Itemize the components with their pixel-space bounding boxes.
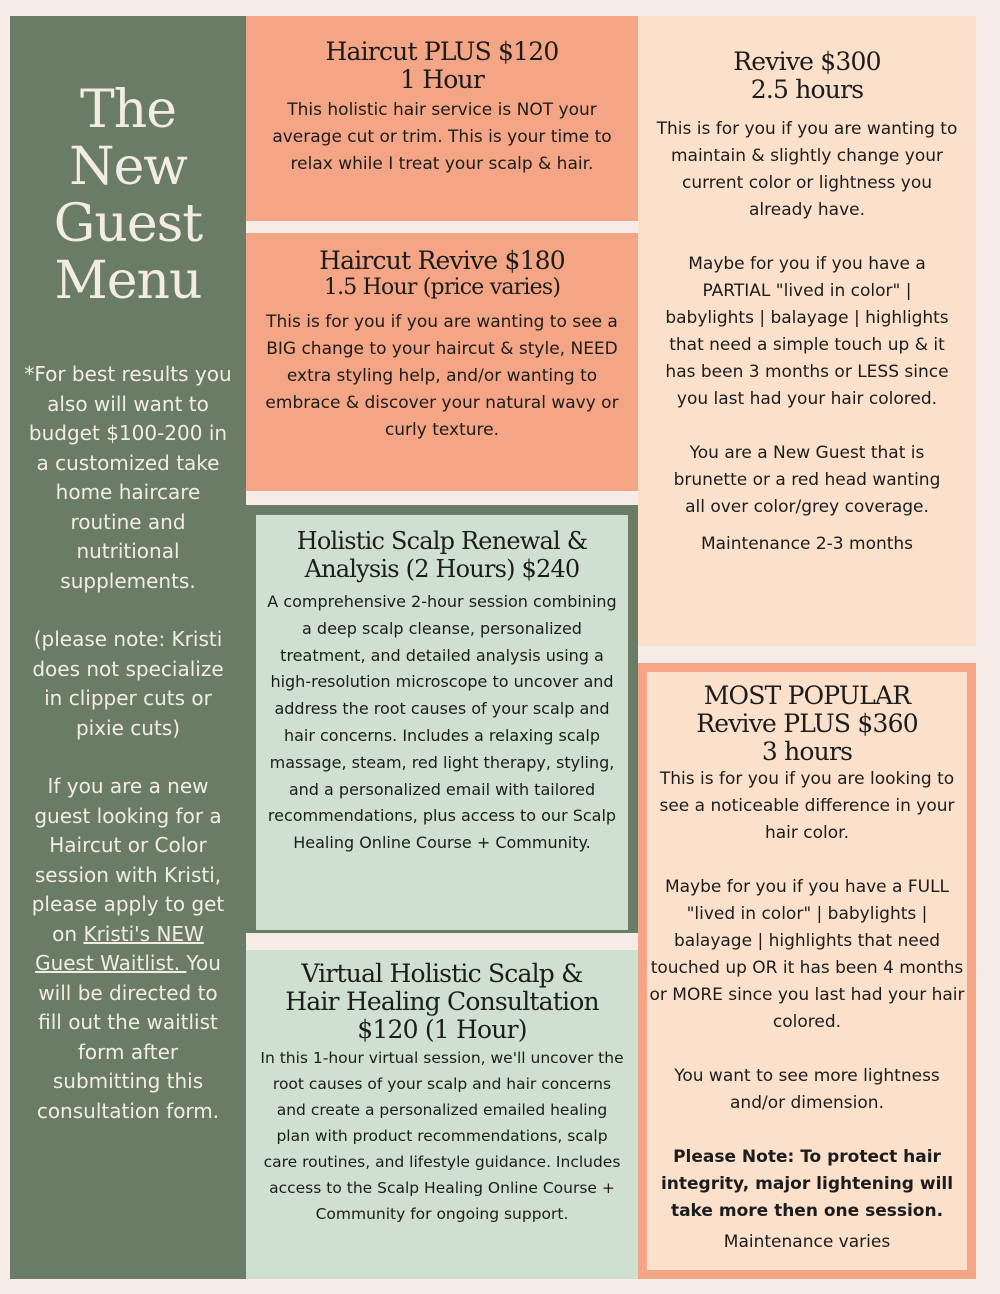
card-title-line2: Hair Healing Consultation [285, 987, 599, 1016]
card-subtitle: Analysis (2 Hours) $240 [304, 555, 580, 583]
card-detail: Maybe for you if you have a FULL "lived in color" | babylights | balayage | highlights that need touched up OR it has been 4 months or MORE since you last had your hair colored. [649, 877, 965, 1032]
card-intro: This is for you if you are wanting to maintain & slightly change your current color or lightness you already have. [656, 119, 958, 220]
haircut-plus-card [246, 16, 638, 221]
card-detail: You want to see more lightness and/or dimension. [674, 1066, 940, 1113]
apply-note [10, 772, 246, 1126]
card-title: Haircut Revive $180 [319, 246, 565, 275]
card-body: This is for you if you are wanting to see a BIG change to your haircut & style, NEED extra styling help, and/or wanting to embrace & discover your natural wavy or curly texture. [265, 312, 619, 440]
card-subtitle: 1 Hour [400, 65, 484, 94]
maintenance-text: Maintenance varies [723, 1232, 891, 1252]
apply-text-after: You will be directed to fill out the waitlist form after submitting this consultation form. [36, 951, 221, 1123]
revive-plus-card [647, 672, 967, 1270]
card-body: This holistic hair service is NOT your average cut or trim. This is your time to relax while I treat your scalp & hair. [272, 100, 612, 174]
card-subtitle: 2.5 hours [750, 75, 864, 104]
card-detail: Maybe for you if you have a PARTIAL "lived in color" | babylights | balayage | highlights that need a simple touch up & it has been 3 months or LESS since you last had your hair colored. [665, 254, 949, 409]
card-title: Revive $300 [733, 47, 881, 76]
maintenance-text: Maintenance 2-3 months [700, 534, 914, 554]
card-title: Holistic Scalp Renewal & [296, 527, 588, 555]
waitlist-link[interactable]: Kristi's NEW Guest Waitlist. [35, 921, 204, 975]
card-detail: You are a New Guest that is brunette or a red head wanting all over color/grey coverage. [673, 443, 941, 517]
title-line: Guest [53, 194, 203, 254]
card-subtitle: $120 (1 Hour) [357, 1015, 527, 1044]
specialty-note: (please note: Kristi does not specialize in clipper cuts or pixie cuts) [32, 627, 224, 740]
revive-card [638, 16, 976, 646]
scalp-renewal-card [256, 515, 628, 930]
virtual-consultation-card [246, 950, 638, 1279]
title-line: The [80, 80, 176, 140]
card-body: In this 1-hour virtual session, we'll uncover the root causes of your scalp and hair concerns and create a personalized emailed healing plan with product recommendations, scalp care routines, and lifestyle guidance. Includes access to the Scalp Healing Online Course + Community for ongoing support. [260, 1049, 624, 1223]
popular-badge: MOST POPULAR [703, 681, 911, 710]
card-title: Haircut PLUS $120 [325, 37, 559, 66]
card-title: Revive PLUS $360 [696, 709, 918, 738]
title-line: New [69, 137, 187, 197]
card-subtitle: 1.5 Hour (price varies) [323, 275, 561, 300]
haircut-revive-card [246, 233, 638, 491]
card-subtitle: 3 hours [761, 737, 853, 766]
apply-text: If you are a new guest looking for a Haircut or Color session with Kristi, please apply to get on [31, 774, 225, 946]
card-title: Virtual Holistic Scalp & [301, 959, 583, 988]
card-body: A comprehensive 2-hour session combining a deep scalp cleanse, personalized treatment, and detailed analysis using a high-resolution microscope to uncover and address the root causes of your scalp and hair concerns. Includes a relaxing scalp massage, steam, red light therapy, styling, and a personalized email with tailored recommendations, plus access to our Scalp Healing Online Course + Community. [267, 592, 617, 853]
page-title [10, 82, 246, 310]
title-line: Menu [54, 251, 202, 311]
budget-note: *For best results you also will want to budget $100-200 in a customized take home haircare routine and nutritional supplements. [24, 362, 232, 593]
lightening-note: Please Note: To protect hair integrity, major lightening will take more then one session. [660, 1147, 954, 1221]
left-sidebar [10, 16, 246, 1279]
card-intro: This is for you if you are looking to see a noticeable difference in your hair color. [659, 769, 955, 843]
